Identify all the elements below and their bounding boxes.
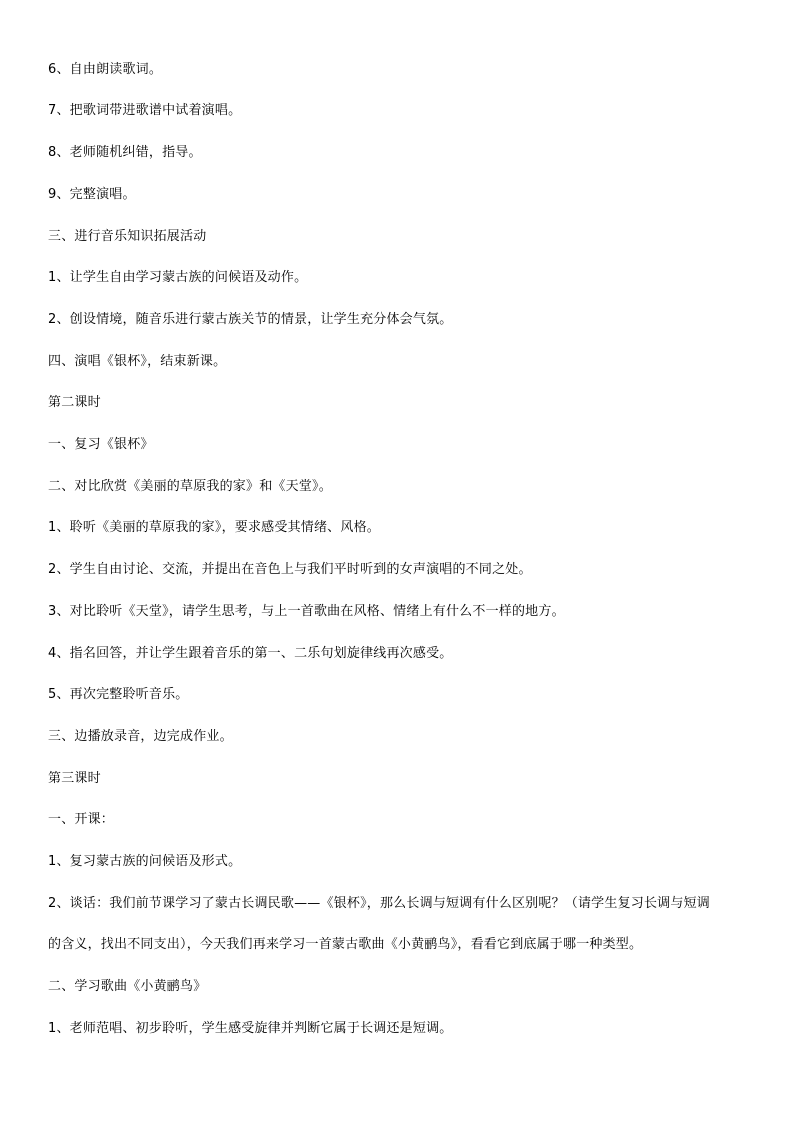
text-line: 2、创设情境，随音乐进行蒙古族关节的情景，让学生充分体会气氛。 xyxy=(48,312,453,327)
text-line: 1、老师范唱、初步聆听，学生感受旋律并判断它属于长调还是短调。 xyxy=(48,1021,453,1036)
text-line: 2、学生自由讨论、交流，并提出在音色上与我们平时听到的女声演唱的不同之处。 xyxy=(48,562,532,577)
text-line: 2、谈话：我们前节课学习了蒙古长调民歌——《银杯》，那么长调与短调有什么区别呢？（请学生复习长调与短调 xyxy=(48,896,710,911)
section-heading: 二、学习歌曲《小黄鹂鸟》 xyxy=(48,979,207,994)
section-heading: 四、演唱《银杯》，结束新课。 xyxy=(48,354,227,369)
section-heading: 二、对比欣赏《美丽的草原我的家》和《天堂》。 xyxy=(48,479,332,494)
text-line: 的含义，找出不同支出），今天我们再来学习一首蒙古歌曲《小黄鹂鸟》，看看它到底属于哪一种类型。 xyxy=(48,937,643,952)
text-line: 3、对比聆听《天堂》，请学生思考，与上一首歌曲在风格、情绪上有什么不一样的地方。 xyxy=(48,604,565,619)
text-line: 6、自由朗读歌词。 xyxy=(48,62,163,77)
lesson-heading: 第三课时 xyxy=(48,771,101,786)
text-line: 1、复习蒙古族的问候语及形式。 xyxy=(48,854,242,869)
section-heading: 三、边播放录音，边完成作业。 xyxy=(48,729,233,744)
lesson-heading: 第二课时 xyxy=(48,395,101,410)
text-line: 7、把歌词带进歌谱中试着演唱。 xyxy=(48,103,242,118)
section-heading: 三、进行音乐知识拓展活动 xyxy=(48,229,207,244)
text-line: 1、聆听《美丽的草原我的家》，要求感受其情绪、风格。 xyxy=(48,520,380,535)
text-line: 1、让学生自由学习蒙古族的问候语及动作。 xyxy=(48,270,308,285)
text-line: 9、完整演唱。 xyxy=(48,187,136,202)
text-line: 4、指名回答，并让学生跟着音乐的第一、二乐句划旋律线再次感受。 xyxy=(48,646,453,661)
text-line: 8、老师随机纠错，指导。 xyxy=(48,145,202,160)
section-heading: 一、开课： xyxy=(48,812,115,827)
text-line: 5、再次完整聆听音乐。 xyxy=(48,687,189,702)
section-heading: 一、复习《银杯》 xyxy=(48,437,154,452)
